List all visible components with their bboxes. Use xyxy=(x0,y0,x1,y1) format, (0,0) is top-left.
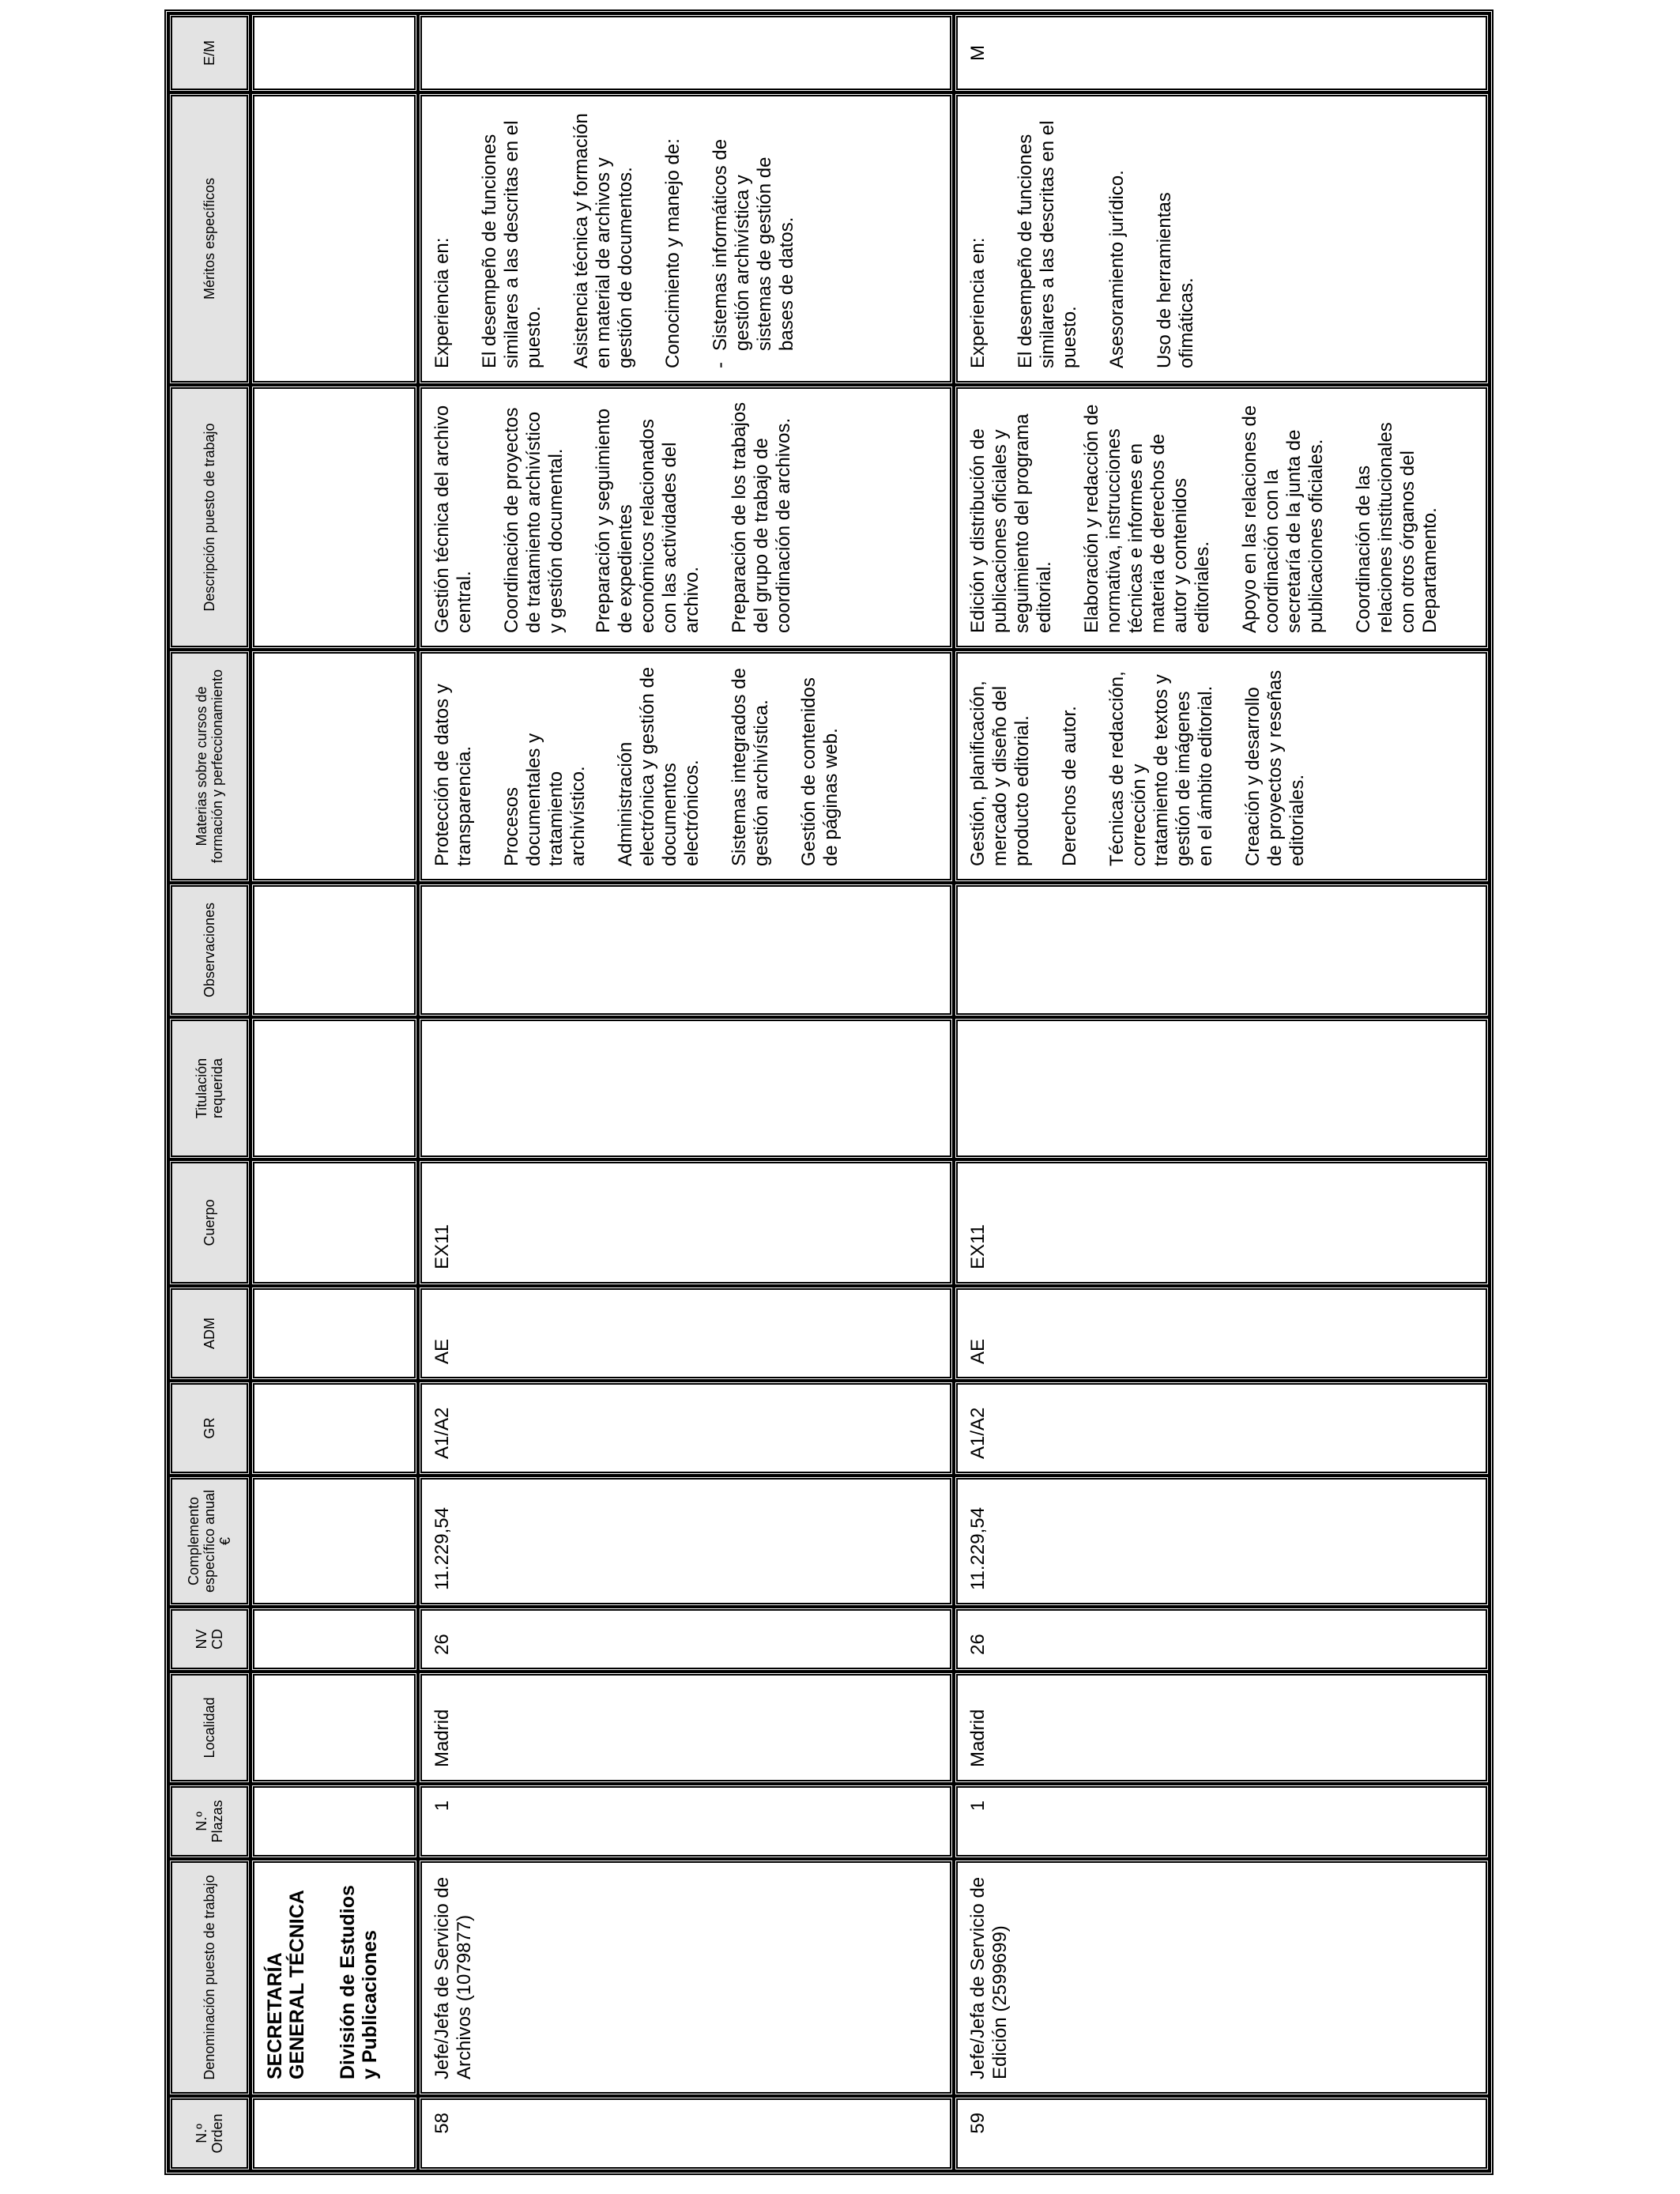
cell-nv: 26 xyxy=(954,1607,1490,1672)
cell-plazas: 1 xyxy=(954,1784,1490,1859)
cell-complemento: 11.229,54 xyxy=(418,1476,954,1607)
merito-subitem: - Sistemas informáticos de gestión archivística y sistemas de gestión de bases de datos. xyxy=(710,109,798,368)
positions-table xyxy=(164,9,1494,2175)
header-titulacion: Titulación requerida xyxy=(168,1017,250,1159)
materia-item: Gestión, planificación, mercado y diseño del producto editorial. xyxy=(967,680,1033,866)
merito-item: El desempeño de funciones similares a las descritas en el puesto. xyxy=(479,120,544,368)
cell-materias xyxy=(418,650,954,883)
cell-orden: 59 xyxy=(954,2096,1490,2171)
header-meritos: Méritos específicos xyxy=(168,92,250,385)
cell-localidad: Madrid xyxy=(954,1672,1490,1784)
section-empty xyxy=(250,650,418,883)
cell-materias xyxy=(954,650,1490,883)
header-em: E/M xyxy=(168,13,250,92)
cell-cuerpo: EX11 xyxy=(418,1159,954,1286)
header-row xyxy=(168,13,250,2171)
descripcion-item: Edición y distribución de publicaciones oficiales y seguimiento del programa editorial. xyxy=(967,413,1055,633)
materia-item: Sistemas integrados de gestión archivística. xyxy=(729,668,772,866)
cell-meritos xyxy=(954,92,1490,385)
materia-item: Técnicas de redacción, corrección y tratamiento de textos y gestión de imágenes en el ámbito editorial. xyxy=(1106,671,1216,866)
section-empty xyxy=(250,1607,418,1672)
descripcion-item: Elaboración y redacción de normativa, instrucciones técnicas e informes en materia de derechos de autor y contenidos editoriales. xyxy=(1081,404,1213,633)
cell-orden: 58 xyxy=(418,2096,954,2171)
data-body xyxy=(418,13,1490,2171)
section-row xyxy=(250,13,418,2171)
cell-localidad: Madrid xyxy=(418,1672,954,1784)
section-title-cell xyxy=(250,1859,418,2096)
header-materias: Materias sobre cursos de formación y perfeccionamiento xyxy=(168,650,250,883)
merito-item: El desempeño de funciones similares a las descritas en el puesto. xyxy=(1015,120,1080,368)
descripcion-item: Coordinación de las relaciones institucionales con otros órganos del Departamento. xyxy=(1353,422,1441,633)
section-empty xyxy=(250,92,418,385)
section-empty xyxy=(250,385,418,650)
cell-adm: AE xyxy=(954,1286,1490,1381)
merito-item: Conocimiento y manejo de: xyxy=(662,138,684,368)
header-cuerpo: Cuerpo xyxy=(168,1159,250,1286)
section-orden xyxy=(250,2096,418,2171)
header-nv: NV CD xyxy=(168,1607,250,1672)
cell-observaciones xyxy=(418,883,954,1017)
header-adm: ADM xyxy=(168,1286,250,1381)
cell-descripcion xyxy=(954,385,1490,650)
section-empty xyxy=(250,1784,418,1859)
table-row xyxy=(418,13,954,2171)
merito-item: Asistencia técnica y formación en material de archivos y gestión de documentos. xyxy=(571,113,636,368)
cell-adm: AE xyxy=(418,1286,954,1381)
header-observaciones: Observaciones xyxy=(168,883,250,1017)
materia-item: Procesos documentales y tratamiento archivístico. xyxy=(501,733,589,866)
section-empty xyxy=(250,883,418,1017)
header-complemento: Complemento específico anual € xyxy=(168,1476,250,1607)
header-localidad: Localidad xyxy=(168,1672,250,1784)
materia-item: Protección de datos y transparencia. xyxy=(431,684,475,866)
merito-sublist xyxy=(710,109,798,368)
materia-item: Creación y desarrollo de proyectos y reseñas editoriales. xyxy=(1242,669,1308,866)
descripcion-item: Preparación y seguimiento de expedientes económicos relacionados con las actividades del archivo. xyxy=(593,408,703,633)
cell-em: M xyxy=(954,13,1490,92)
meritos-lead: Experiencia en: xyxy=(967,237,989,368)
header-denominacion: Denominación puesto de trabajo xyxy=(168,1859,250,2096)
section-empty xyxy=(250,1017,418,1159)
cell-cuerpo: EX11 xyxy=(954,1159,1490,1286)
cell-meritos xyxy=(418,92,954,385)
cell-denominacion: Jefe/Jefa de Servicio de Archivos (1079877) xyxy=(418,1859,954,2096)
materia-item: Derechos de autor. xyxy=(1059,706,1080,866)
descripcion-item: Gestión técnica del archivo central. xyxy=(431,405,475,633)
header-plazas: N.º Plazas xyxy=(168,1784,250,1859)
section-title: SECRETARÍA GENERAL TÉCNICA xyxy=(264,1890,308,2079)
cell-observaciones xyxy=(954,883,1490,1017)
section-empty xyxy=(250,13,418,92)
materia-item: Administración electrónica y gestión de documentos electrónicos. xyxy=(615,666,703,866)
section-empty xyxy=(250,1672,418,1784)
cell-denominacion: Jefe/Jefa de Servicio de Edición (2599699) xyxy=(954,1859,1490,2096)
meritos-lead: Experiencia en: xyxy=(431,237,453,368)
materia-item: Gestión de contenidos de páginas web. xyxy=(798,677,842,866)
header-descripcion: Descripción puesto de trabajo xyxy=(168,385,250,650)
cell-titulacion xyxy=(418,1017,954,1159)
section-subtitle: División de Estudios y Publicaciones xyxy=(337,1885,381,2079)
table-row xyxy=(954,13,1490,2171)
cell-gr: A1/A2 xyxy=(418,1381,954,1476)
header-gr: GR xyxy=(168,1381,250,1476)
cell-descripcion xyxy=(418,385,954,650)
descripcion-item: Coordinación de proyectos de tratamiento archivístico y gestión documental. xyxy=(501,407,567,633)
cell-complemento: 11.229,54 xyxy=(954,1476,1490,1607)
cell-plazas: 1 xyxy=(418,1784,954,1859)
cell-nv: 26 xyxy=(418,1607,954,1672)
section-empty xyxy=(250,1476,418,1607)
cell-em xyxy=(418,13,954,92)
cell-gr: A1/A2 xyxy=(954,1381,1490,1476)
descripcion-item: Preparación de los trabajos del grupo de trabajo de coordinación de archivos. xyxy=(729,401,794,633)
header-orden: N.º Orden xyxy=(168,2096,250,2171)
section-empty xyxy=(250,1381,418,1476)
section-empty xyxy=(250,1159,418,1286)
merito-item: Asesoramiento jurídico. xyxy=(1106,170,1128,368)
cell-titulacion xyxy=(954,1017,1490,1159)
descripcion-item: Apoyo en las relaciones de coordinación con la secretaría de la junta de publicaciones oficiales. xyxy=(1239,405,1327,633)
merito-item: Uso de herramientas ofimáticas. xyxy=(1154,192,1197,368)
section-empty xyxy=(250,1286,418,1381)
